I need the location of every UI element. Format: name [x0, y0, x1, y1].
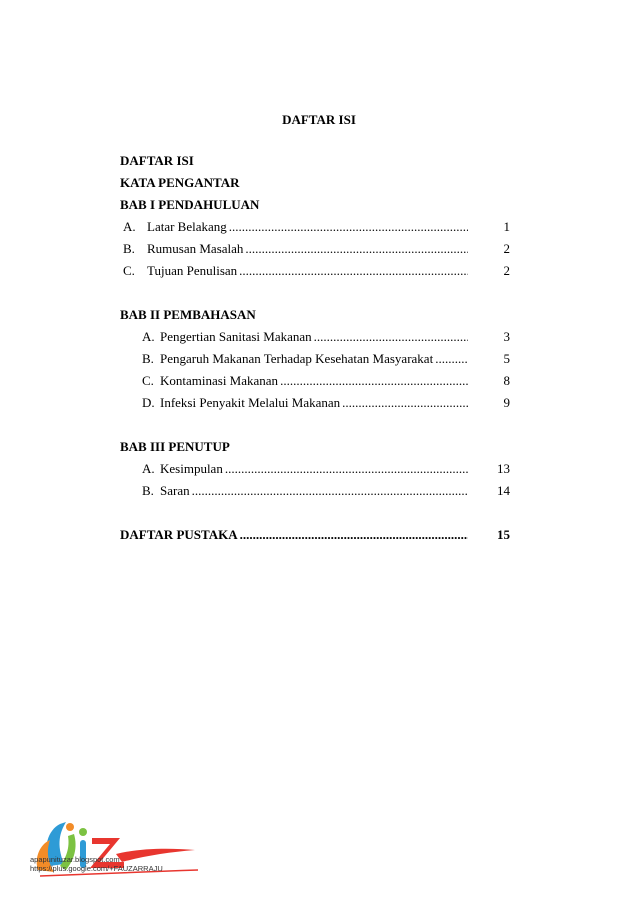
entry-letter: A. [123, 219, 136, 234]
entry-text: Infeksi Penyakit Melalui Makanan [160, 395, 341, 410]
entry-text: Pengertian Sanitasi Makanan [160, 329, 312, 344]
entry-page: 9 [503, 395, 510, 410]
leader-dots [342, 392, 468, 414]
leader-dots [192, 480, 468, 502]
entry-page: 8 [503, 373, 510, 388]
heading-bab2: BAB II PEMBAHASAN [120, 307, 256, 322]
entry-page: 15 [497, 527, 510, 542]
entry-letter: C. [123, 263, 135, 278]
heading-kata-pengantar: KATA PENGANTAR [120, 175, 240, 190]
toc-entry [120, 370, 520, 392]
entry-text: Pengaruh Makanan Terhadap Kesehatan Masyarakat [160, 351, 434, 366]
leader-dots [240, 524, 468, 546]
leader-dots [245, 238, 468, 260]
toc-entry [120, 216, 520, 238]
entry-text: Tujuan Penulisan [147, 263, 238, 278]
entry-letter: D. [142, 395, 155, 410]
toc-entry [120, 392, 520, 414]
entry-letter: C. [142, 373, 154, 388]
leader-dots [229, 216, 468, 238]
toc-entry [120, 348, 520, 370]
entry-text: Kesimpulan [160, 461, 223, 476]
leader-dots [280, 370, 468, 392]
toc-entry [120, 326, 520, 348]
watermark-blog-url: apapunituzar.blogspot.com [30, 855, 120, 864]
entry-text: Rumusan Masalah [147, 241, 244, 256]
entry-page: 3 [503, 329, 510, 344]
table-of-contents [120, 150, 520, 546]
entry-letter: B. [142, 351, 154, 366]
entry-letter: A. [142, 329, 155, 344]
entry-page: 2 [503, 263, 510, 278]
entry-page: 14 [497, 483, 510, 498]
entry-letter: B. [142, 483, 154, 498]
page-title: DAFTAR ISI [282, 112, 356, 127]
leader-dots [239, 260, 468, 282]
entry-letter: B. [123, 241, 135, 256]
entry-text: DAFTAR PUSTAKA [120, 527, 238, 542]
heading-bab3: BAB III PENUTUP [120, 439, 230, 454]
heading-daftar-isi: DAFTAR ISI [120, 153, 194, 168]
entry-page: 13 [497, 461, 510, 476]
entry-page: 1 [503, 219, 510, 234]
toc-entry [120, 458, 520, 480]
leader-dots [435, 348, 468, 370]
toc-entry [120, 260, 520, 282]
leader-dots [314, 326, 468, 348]
toc-entry-daftar-pustaka [120, 524, 520, 546]
entry-page: 2 [503, 241, 510, 256]
heading-bab1: BAB I PENDAHULUAN [120, 197, 260, 212]
watermark-gplus-url: https://plus.google.com/+FAUZARRAJU [30, 864, 163, 873]
leader-dots [225, 458, 468, 480]
entry-letter: A. [142, 461, 155, 476]
toc-entry [120, 238, 520, 260]
entry-page: 5 [503, 351, 510, 366]
entry-text: Latar Belakang [147, 219, 227, 234]
toc-entry [120, 480, 520, 502]
entry-text: Saran [160, 483, 190, 498]
entry-text: Kontaminasi Makanan [160, 373, 279, 388]
